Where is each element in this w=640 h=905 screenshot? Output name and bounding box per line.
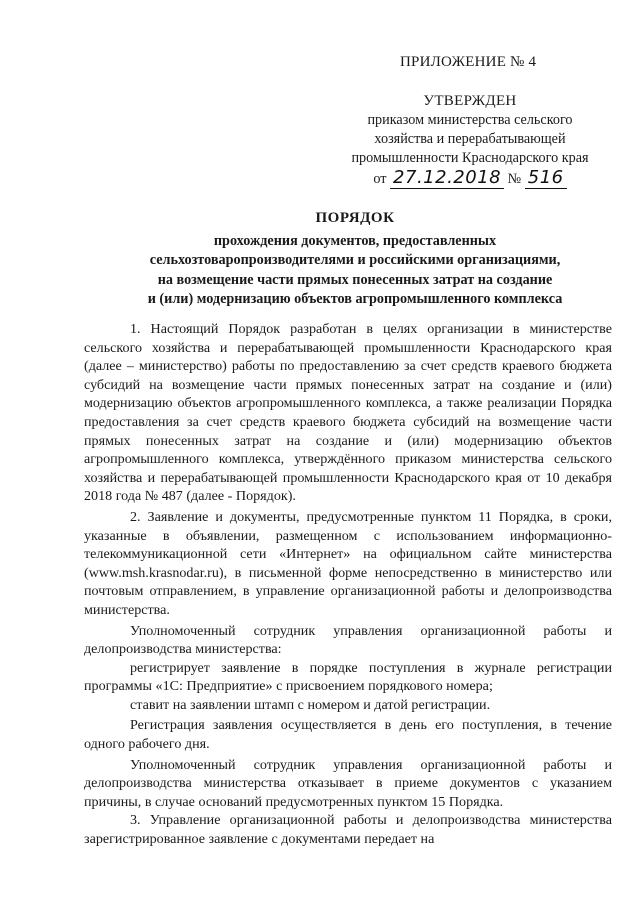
document-title (40, 209, 640, 310)
number-prefix: № (507, 171, 522, 187)
paragraph-5: ставит на заявлении штамп с номером и датой регистрации. (130, 696, 491, 713)
title-subtitle-line: сельхозтоваропроизводителями и российскими организациями, (149, 252, 561, 268)
paragraph-1: 1. Настоящий Порядок разработан в целях организации в министерстве сельского хозяйства и перерабатывающей промышленности Краснодарского края (далее – министерство) работы по предоставлению за счет средств краевого бюджета субсидий на возмещение части прямых понесенных затрат на создание и (или) модернизацию объектов агропромышленного комплекса, а также реализации Порядка предоставления за счет средств краевого бюджета субсидий на возмещение части прямых понесенных затрат на создание и (или) модернизацию объектов агропромышленного комплекса, утверждённого приказом министерства сельского хозяйства и перерабатывающей промышленности Краснодарского края от 10 декабря 2018 года № 487 (далее - Порядок). (84, 321, 612, 505)
paragraph-7: Уполномоченный сотрудник управления организационной работы и делопроизводства министерства отказывает в приеме документов с указанием причины, в случае оснований предусмотренных пунктом 15 Порядка. (84, 756, 612, 810)
paragraph-4: регистрирует заявление в порядке поступления в журнале регистрации программы «1С: Предприятие» с присвоением порядкового номера; (84, 659, 612, 695)
title-subtitle-line: и (или) модернизацию объектов агропромышленного комплекса (147, 291, 563, 307)
paragraph-3: Уполномоченный сотрудник управления организационной работы и делопроизводства министерства: (84, 622, 612, 658)
paragraph-2: 2. Заявление и документы, предусмотренные пунктом 11 Порядка, в сроки, указанные в объявлении, размещенном с использованием информационно-телекоммуникационной сети «Интернет» на официальном сайте министерства (www.msh.krasnodar.ru), в письменной форме непосредственно в министерство или почтовым отправлением, в управление организационной работы и делопроизводства министерства. (84, 508, 612, 618)
handwritten-date: 27.12.2018 (390, 167, 504, 189)
approval-line: промышленности Краснодарского края (351, 150, 589, 166)
approval-block (340, 92, 600, 189)
title-subtitle-line: на возмещение части прямых понесенных затрат на создание (157, 271, 553, 288)
title-subtitle-line: прохождения документов, предоставленных (213, 232, 497, 249)
appendix-label: ПРИЛОЖЕНИЕ № 4 (400, 54, 537, 70)
handwritten-number: 516 (525, 167, 567, 189)
paragraph-6: Регистрация заявления осуществляется в день его поступления, в течение одного рабочего дня. (84, 717, 612, 753)
approved-label: УТВЕРЖДЕН (423, 93, 517, 109)
paragraph-8: 3. Управление организационной работы и делопроизводства министерства зарегистрированное заявление с документами передает на (84, 812, 612, 848)
approval-line: приказом министерства сельского (367, 112, 573, 128)
title-heading: ПОРЯДОК (315, 210, 395, 226)
document-body (84, 320, 612, 849)
date-prefix: от (373, 171, 387, 187)
order-date-line (340, 168, 600, 189)
approval-line: хозяйства и перерабатывающей (374, 131, 566, 147)
